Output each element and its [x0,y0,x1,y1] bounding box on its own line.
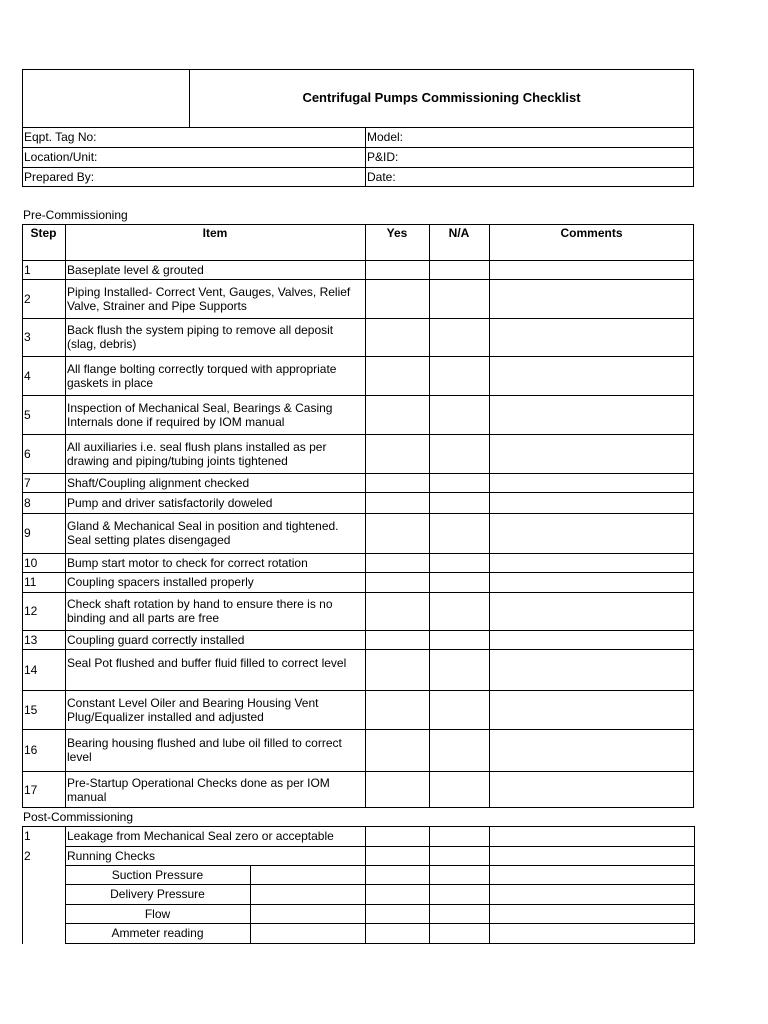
row-divider [22,630,694,631]
title-box [22,69,694,187]
row-divider [22,649,694,650]
item-text: Pre-Startup Operational Checks done as per IOM manual [67,776,330,804]
sub-row-divider [65,865,694,866]
row-divider [22,592,694,593]
row-divider [22,473,694,474]
step-number: 10 [24,556,38,570]
item-text: Seal Pot flushed and buffer fluid filled to correct level [67,656,347,670]
running-check-label: Delivery Pressure [110,887,205,901]
step-number: 8 [24,496,31,510]
running-check-label: Ammeter reading [111,926,204,940]
prepared-by-label: Prepared By: [24,170,95,184]
post-commissioning-label: Post-Commissioning [23,810,134,824]
step-number: 12 [24,604,38,618]
row-divider [22,395,694,396]
step-number: 4 [24,369,31,383]
row-divider [22,318,694,319]
post-row-divider [65,846,694,847]
item-text: Check shaft rotation by hand to ensure there is no binding and all parts are free [67,597,333,625]
item-text: Coupling spacers installed properly [67,575,254,589]
item-text: Baseplate level & grouted [67,263,204,277]
running-check-label: Flow [144,907,171,921]
row-divider [22,771,694,772]
row-divider [22,553,694,554]
row-divider [22,492,694,493]
item-text: Bump start motor to check for correct rotation [67,556,308,570]
step-number: 13 [24,633,38,647]
item-text: Back flush the system piping to remove all deposit (slag, debris) [67,323,334,351]
step-number: 7 [24,476,31,490]
sub-row-divider [65,923,694,924]
step-number: 1 [24,263,31,277]
date-label: Date: [367,170,396,184]
step-number: 14 [24,663,38,677]
header-comments: Comments [560,226,623,240]
header-na: N/A [448,226,470,240]
header-yes: Yes [386,226,408,240]
eqpt-tag-label: Eqpt. Tag No: [24,130,97,144]
sub-row-divider [65,943,694,944]
row-divider [22,690,694,691]
row-divider [22,513,694,514]
item-text: Coupling guard correctly installed [67,633,245,647]
item-text: Pump and driver satisfactorily doweled [67,496,273,510]
model-label: Model: [367,130,404,144]
item-text: All flange bolting correctly torqued with appropriate gaskets in place [67,362,337,390]
item-text: Shaft/Coupling alignment checked [67,476,250,490]
header-step: Step [30,226,57,240]
sub-row-divider [65,884,694,885]
post-item-text: Running Checks [67,849,156,863]
row-divider [22,729,694,730]
item-text: Gland & Mechanical Seal in position and tightened. Seal setting plates disengaged [67,519,339,547]
step-number: 17 [24,783,38,797]
title-divider [22,127,694,128]
step-number: 9 [24,526,31,540]
step-number: 16 [24,743,38,757]
step-number: 11 [24,575,37,589]
post-step-number: 1 [24,829,31,843]
item-text: Piping Installed- Correct Vent, Gauges, Valves, Relief Valve, Strainer and Pipe Supports [67,285,351,313]
row-divider [22,434,694,435]
step-number: 2 [24,292,31,306]
location-label: Location/Unit: [24,150,98,164]
row-divider [22,279,694,280]
header-row-divider [22,260,694,261]
item-text: Bearing housing flushed and lube oil filled to correct level [67,736,342,764]
step-number: 5 [24,408,31,422]
step-number: 3 [24,330,31,344]
pid-label: P&ID: [367,150,399,164]
document-title: Centrifugal Pumps Commissioning Checklist [302,90,581,105]
step-number: 6 [24,447,31,461]
post-item-text: Leakage from Mechanical Seal zero or acceptable [67,829,334,843]
running-check-label: Suction Pressure [111,868,204,882]
sub-row-divider [65,904,694,905]
header-item: Item [202,226,228,240]
pre-commissioning-label: Pre-Commissioning [23,208,128,222]
row-divider [22,572,694,573]
item-text: Inspection of Mechanical Seal, Bearings & Casing Internals done if required by IOM manual [67,401,333,429]
item-text: All auxiliaries i.e. seal flush plans installed as per drawing and piping/tubing joints tightened [67,440,327,468]
post-step-number: 2 [24,849,31,863]
step-number: 15 [24,703,38,717]
row-divider [22,356,694,357]
item-text: Constant Level Oiler and Bearing Housing Vent Plug/Equalizer installed and adjusted [67,696,319,724]
